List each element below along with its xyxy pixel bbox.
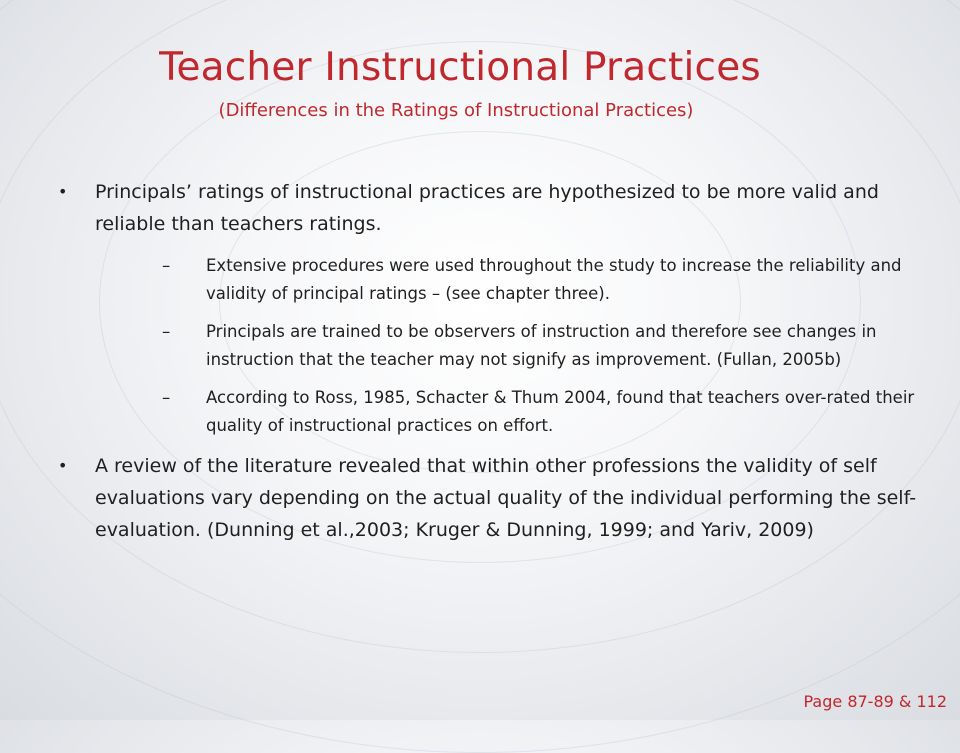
bullet-marker: • xyxy=(58,182,68,201)
bullet-text: A review of the literature revealed that within other professions the validity of self evaluations vary depending on the actual quality of the individual performing the self-evaluation. (Dunning et al.,2003; Kruger & Dunning, 1999; and Yariv, 2009) xyxy=(95,455,917,541)
bullet-text: Principals’ ratings of instructional practices are hypothesized to be more valid and reliable than teachers ratings. xyxy=(95,181,879,235)
sub-bullet-marker: – xyxy=(162,256,171,275)
sub-bullet-text: Principals are trained to be observers of instruction and therefore see changes in instruction that the teacher may not signify as improvement. (Fullan, 2005b) xyxy=(206,322,877,369)
sub-bullet-list xyxy=(162,252,918,440)
sub-bullet-item xyxy=(162,318,960,374)
slide-subtitle: (Differences in the Ratings of Instructional Practices) xyxy=(218,100,694,121)
bullet-list xyxy=(58,176,918,546)
bullet-item xyxy=(58,176,918,440)
sub-bullet-marker: – xyxy=(162,388,171,407)
sub-bullet-text: According to Ross, 1985, Schacter & Thum 2004, found that teachers over-rated their quality of instructional practices on effort. xyxy=(206,388,915,435)
bullet-item xyxy=(58,450,918,546)
sub-bullet-item xyxy=(162,252,960,308)
sub-bullet-marker: – xyxy=(162,322,171,341)
page-reference: Page 87-89 & 112 xyxy=(803,692,947,711)
bullet-marker: • xyxy=(58,456,68,475)
sub-bullet-item xyxy=(162,384,960,440)
slide-title: Teacher Instructional Practices xyxy=(159,45,761,90)
sub-bullet-text: Extensive procedures were used throughout the study to increase the reliability and validity of principal ratings – (see chapter three). xyxy=(206,256,902,303)
